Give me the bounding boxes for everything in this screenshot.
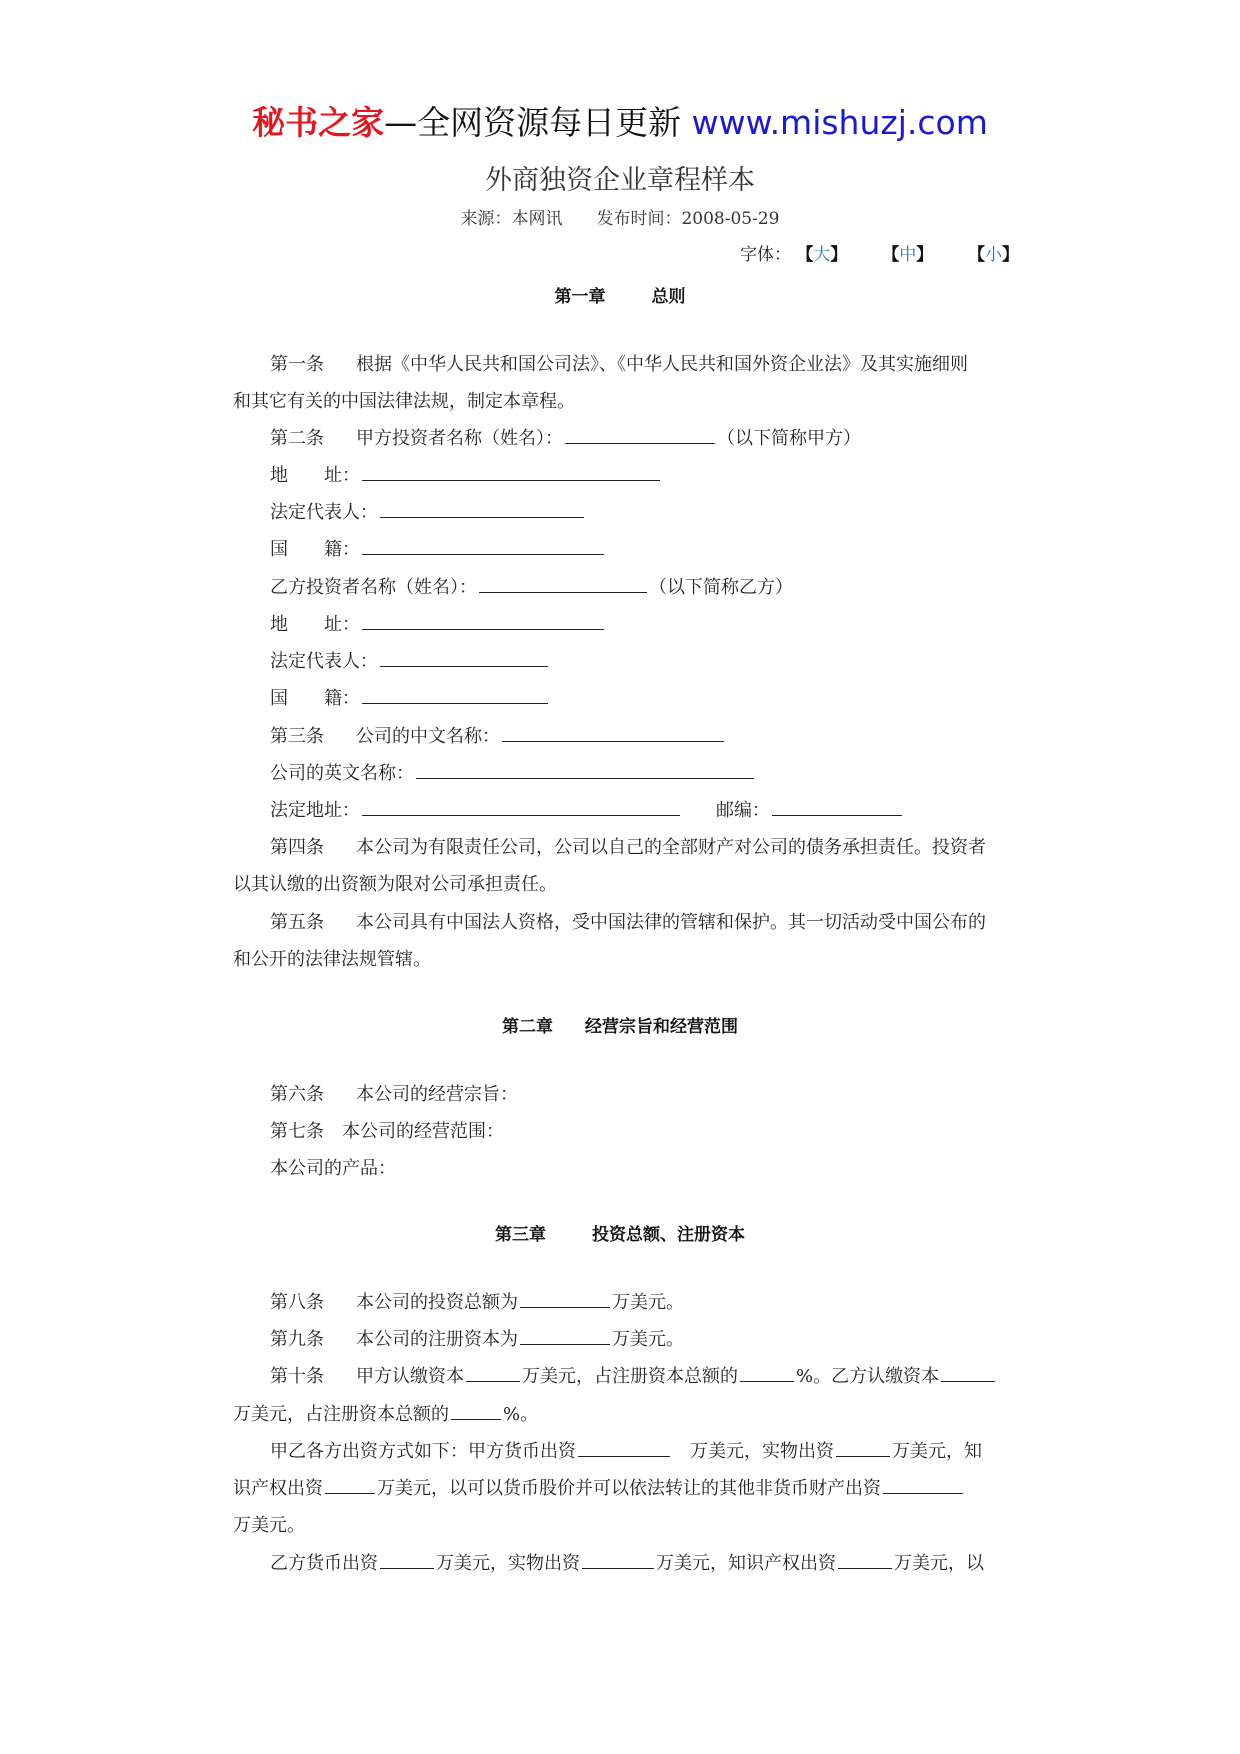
party-b-rep: 法定代表人： xyxy=(270,647,550,673)
party-a-other-blank[interactable] xyxy=(883,1475,963,1494)
party-b-percent-blank[interactable] xyxy=(451,1401,501,1420)
article-meta xyxy=(0,204,1240,229)
party-a-nationality-blank[interactable] xyxy=(362,536,604,555)
party-b-contribution: 乙方货币出资 万美元，实物出资 万美元，知识产权出资 万美元，以 xyxy=(270,1549,984,1575)
article-4-cont: 以其认缴的出资额为限对公司承担责任。 xyxy=(233,874,557,895)
party-b-address-blank[interactable] xyxy=(362,611,604,630)
article-5: 第五条 本公司具有中国法人资格，受中国法律的管辖和保护。其一切活动受中国公布的 xyxy=(270,912,986,933)
font-size-large-link[interactable]: 大 xyxy=(813,245,831,265)
article-8: 第八条 本公司的投资总额为 万美元。 xyxy=(270,1288,684,1314)
chapter-1-heading: 第一章 总则 xyxy=(554,287,686,307)
party-b-address: 地 址： xyxy=(270,610,606,636)
legal-address-blank[interactable] xyxy=(362,797,680,816)
party-b: 乙方投资者名称（姓名）： （以下简称乙方） xyxy=(270,573,793,599)
party-b-subscribed-blank[interactable] xyxy=(941,1363,995,1382)
company-en-name-blank[interactable] xyxy=(416,760,754,779)
party-b-ip-blank[interactable] xyxy=(838,1550,892,1569)
chapter-3-heading: 第三章 投资总额、注册资本 xyxy=(495,1225,745,1245)
party-a-address: 地 址： xyxy=(270,461,662,487)
party-b-nationality-blank[interactable] xyxy=(362,685,548,704)
contribution-methods-end: 万美元。 xyxy=(233,1515,305,1536)
article-5-cont: 和公开的法律法规管辖。 xyxy=(233,949,431,970)
contribution-methods: 甲乙各方出资方式如下：甲方货币出资 万美元，实物出资 万美元，知 xyxy=(270,1437,982,1463)
party-a-rep-blank[interactable] xyxy=(380,499,584,518)
page-title: 外商独资企业章程样本 xyxy=(485,165,755,196)
site-url-link[interactable]: www.mishuzj.com xyxy=(691,103,988,142)
party-b-name-blank[interactable] xyxy=(479,574,647,593)
zip-code-blank[interactable] xyxy=(772,797,902,816)
brand-name: 秘书之家 xyxy=(252,103,385,142)
party-a-subscribed-blank[interactable] xyxy=(466,1363,520,1382)
contribution-methods-cont: 识产权出资 万美元，以可以货币股价并可以依法转让的其他非货币财产出资 xyxy=(233,1474,965,1500)
article-1: 第一条 根据《中华人民共和国公司法》、《中华人民共和国外资企业法》及其实施细则 xyxy=(270,354,968,375)
company-products: 本公司的产品： xyxy=(270,1158,396,1179)
article-10: 第十条 甲方认缴资本 万美元，占注册资本总额的 %。乙方认缴资本 xyxy=(270,1362,997,1388)
party-a-ip-blank[interactable] xyxy=(325,1475,375,1494)
article-6: 第六条 本公司的经营宗旨： xyxy=(270,1084,518,1105)
site-banner xyxy=(0,98,1240,148)
party-b-inkind-blank[interactable] xyxy=(582,1550,654,1569)
total-investment-blank[interactable] xyxy=(520,1289,610,1308)
font-size-small-link[interactable]: 小 xyxy=(985,245,1003,265)
article-4: 第四条 本公司为有限责任公司，公司以自己的全部财产对公司的债务承担责任。投资者 xyxy=(270,837,986,858)
party-a-cash-blank[interactable] xyxy=(578,1438,670,1457)
chapter-2-heading: 第二章 经营宗旨和经营范围 xyxy=(502,1017,738,1037)
company-cn-name-blank[interactable] xyxy=(502,723,724,742)
registered-capital-blank[interactable] xyxy=(520,1326,610,1345)
party-b-cash-blank[interactable] xyxy=(380,1550,434,1569)
party-a-rep: 法定代表人： xyxy=(270,498,586,524)
party-b-rep-blank[interactable] xyxy=(380,648,548,667)
party-b-nationality: 国 籍： xyxy=(270,684,550,710)
font-size-label: 字体： xyxy=(740,245,791,265)
company-legal-address: 法定地址： 邮编： xyxy=(270,796,904,822)
font-size-selector: 字体： 【大】 【中】 【小】 xyxy=(740,245,1020,265)
party-a-inkind-blank[interactable] xyxy=(836,1438,890,1457)
article-2: 第二条 甲方投资者名称（姓名）： （以下简称甲方） xyxy=(270,424,861,450)
article-1-cont: 和其它有关的中国法律法规，制定本章程。 xyxy=(233,391,575,412)
article-3: 第三条 公司的中文名称： xyxy=(270,722,726,748)
article-9: 第九条 本公司的注册资本为 万美元。 xyxy=(270,1325,684,1351)
party-a-name-blank[interactable] xyxy=(565,425,715,444)
banner-slogan: —全网资源每日更新 xyxy=(384,103,682,142)
article-10-cont: 万美元，占注册资本总额的 %。 xyxy=(233,1400,538,1426)
party-a-percent-blank[interactable] xyxy=(740,1363,794,1382)
party-a-address-blank[interactable] xyxy=(362,462,660,481)
source-text: 来源：本网讯 xyxy=(460,209,563,229)
company-en-name: 公司的英文名称： xyxy=(270,759,756,785)
publish-date: 发布时间：2008-05-29 xyxy=(596,209,780,229)
party-a-nationality: 国 籍： xyxy=(270,535,606,561)
article-7: 第七条 本公司的经营范围： xyxy=(270,1121,504,1142)
font-size-medium-link[interactable]: 中 xyxy=(899,245,917,265)
